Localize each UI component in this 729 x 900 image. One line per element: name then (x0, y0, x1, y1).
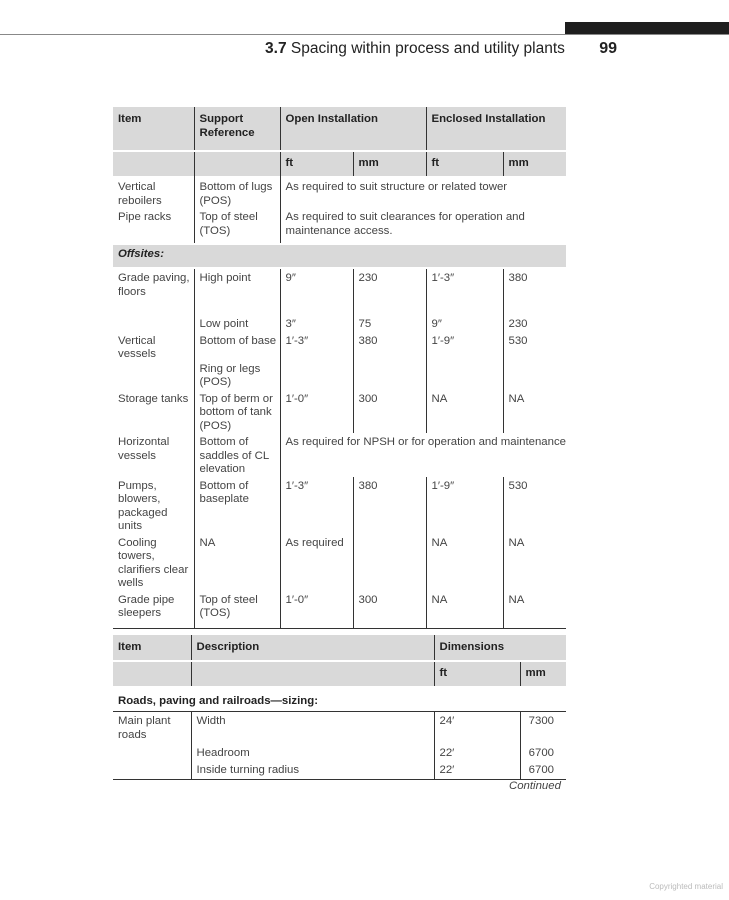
col-open-mm: mm (353, 151, 426, 176)
copyright-watermark: Copyrighted material (649, 882, 723, 891)
table-row: Pipe racks Top of steel (TOS) As required to suit clearances for operation and maintenance access. (113, 208, 566, 244)
table-row: Storage tanks Top of berm or bottom of tank (POS) 1′-0″ 300 NA NA (113, 390, 566, 434)
col-enclosed-mm: mm (503, 151, 566, 176)
col-item: Item (113, 635, 191, 661)
table-row: Grade paving, floors High point 9″ 230 1′-3″ 380 (113, 268, 566, 315)
col-mm: mm (520, 661, 566, 686)
table-row: Low point 3″ 75 9″ 230 (113, 315, 566, 332)
col-enclosed: Enclosed Installation (426, 107, 566, 151)
col-item-sub (113, 151, 194, 176)
roads-table (113, 635, 566, 780)
table-row: Pumps, blowers, packaged units Bottom of baseplate 1′-3″ 380 1′-9″ 530 (113, 477, 566, 534)
col-support-sub (194, 151, 280, 176)
page-number: 99 (599, 40, 617, 57)
col-enclosed-ft: ft (426, 151, 503, 176)
header-rule (0, 34, 729, 35)
col-item: Item (113, 107, 194, 151)
col-description-sub (191, 661, 434, 686)
col-open: Open Installation (280, 107, 426, 151)
section-row-roads: Roads, paving and railroads—sizing: (113, 686, 566, 712)
table-row: Inside turning radius 22′ 6700 (113, 761, 566, 780)
table-row: Cooling towers, clarifiers clear wells NA As required NA NA (113, 534, 566, 591)
section-number: 3.7 (265, 40, 287, 57)
elevation-table (113, 107, 566, 629)
table-row: Headroom 22′ 6700 (113, 744, 566, 761)
table-row: Grade pipe sleepers Top of steel (TOS) 1′-0″ 300 NA NA (113, 591, 566, 629)
continued-label: Continued (509, 780, 561, 792)
col-open-ft: ft (280, 151, 353, 176)
table-row: Ring or legs (POS) (113, 362, 566, 390)
col-item-sub (113, 661, 191, 686)
col-ft: ft (434, 661, 520, 686)
section-row-offsites: Offsites: (113, 244, 566, 268)
section-title: Spacing within process and utility plants (290, 40, 565, 57)
table-row: Vertical reboilers Bottom of lugs (POS) As required to suit structure or related tower (113, 176, 566, 208)
table-row: Horizontal vessels Bottom of saddles of CL elevation As required for NPSH or for operation and maintenance (113, 433, 566, 477)
col-description: Description (191, 635, 434, 661)
table-row: Main plant roads Width 24′ 7300 (113, 712, 566, 745)
table-row: Vertical vessels Bottom of base 1′-3″ 380 1′-9″ 530 (113, 332, 566, 362)
col-support: Support Reference (194, 107, 280, 151)
running-header (265, 40, 617, 58)
col-dimensions: Dimensions (434, 635, 566, 661)
